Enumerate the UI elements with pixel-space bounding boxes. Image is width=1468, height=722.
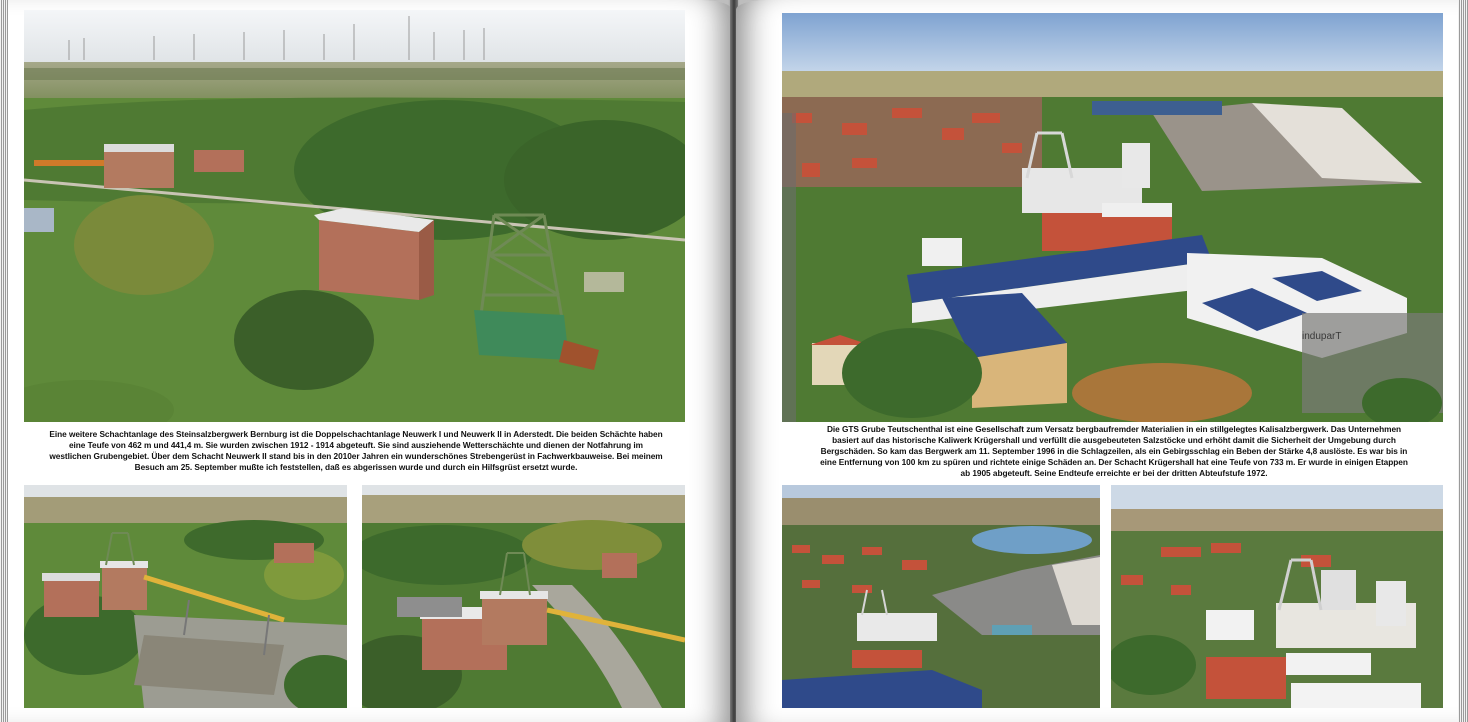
left-page xyxy=(8,0,732,722)
left-page-caption: Eine weitere Schachtanlage des Steinsalzbergwerk Bernburg ist die Doppelschachtanlage Neuwerk I und Neuwerk II in Aderstedt. Die beiden Schächte haben eine Teufe von 462 m und 441,4 m. Sie wurden zwischen 1912 - 1914 abgeteuft. Sie sind ausziehende Wetterschächte und dienen der Notfahrung im westlichen Grubengebiet. Über dem Schacht Neuwerk II stand bis in den 2010er Jahren ein wunderschönes Strebengerüst in Fachwerkbauweise. Bei meinem Besuch am 25. September mußte ich feststellen, daß es abgerissen wurde und durch ein Hilfsgrüst ersetzt wurde. xyxy=(49,429,663,472)
aerial-photo-neuwerk-headframe xyxy=(24,10,685,422)
right-page-caption: Die GTS Grube Teutschenthal ist eine Gesellschaft zum Versatz bergbaufremder Materialien in ein stillgelegtes Kalisalzbergwerk. Das Unternehmen basiert auf das historische Kaliwerk Krügershall und verfüllt die ausgebeuteten Salzstöcke und erhöht damit die Sicherheit der Umgebung durch Bergschäden. So kam das Bergwerk am 11. September 1996 in die Schlagzeilen, als ein Gebirgsschlag ein Beben der Stärke 4,8 auslöste. Es war bis in eine Entfernung von 100 km zu spüren und richtete einige Schäden an. Der Schacht Krügershall hat eine Teufe von 733 m. Er wurde in einigen Etappen ab 1905 abgeteuft. Seine Endteufe erreichte er bei der dritten Abteufstufe 1972. xyxy=(820,424,1408,478)
aerial-photo-teutschenthal-lake xyxy=(782,485,1100,708)
page-stack-right-edge xyxy=(1458,0,1468,722)
aerial-photo-teutschenthal-headframe xyxy=(1111,485,1443,708)
page-stack-left-edge xyxy=(0,0,8,722)
aerial-photo-teutschenthal-overview xyxy=(782,13,1443,422)
aerial-photo-neuwerk-yard xyxy=(24,485,347,708)
aerial-photo-neuwerk-buildings xyxy=(362,485,685,708)
right-page xyxy=(736,0,1458,722)
building-sign-text: induparT xyxy=(1302,331,1342,342)
